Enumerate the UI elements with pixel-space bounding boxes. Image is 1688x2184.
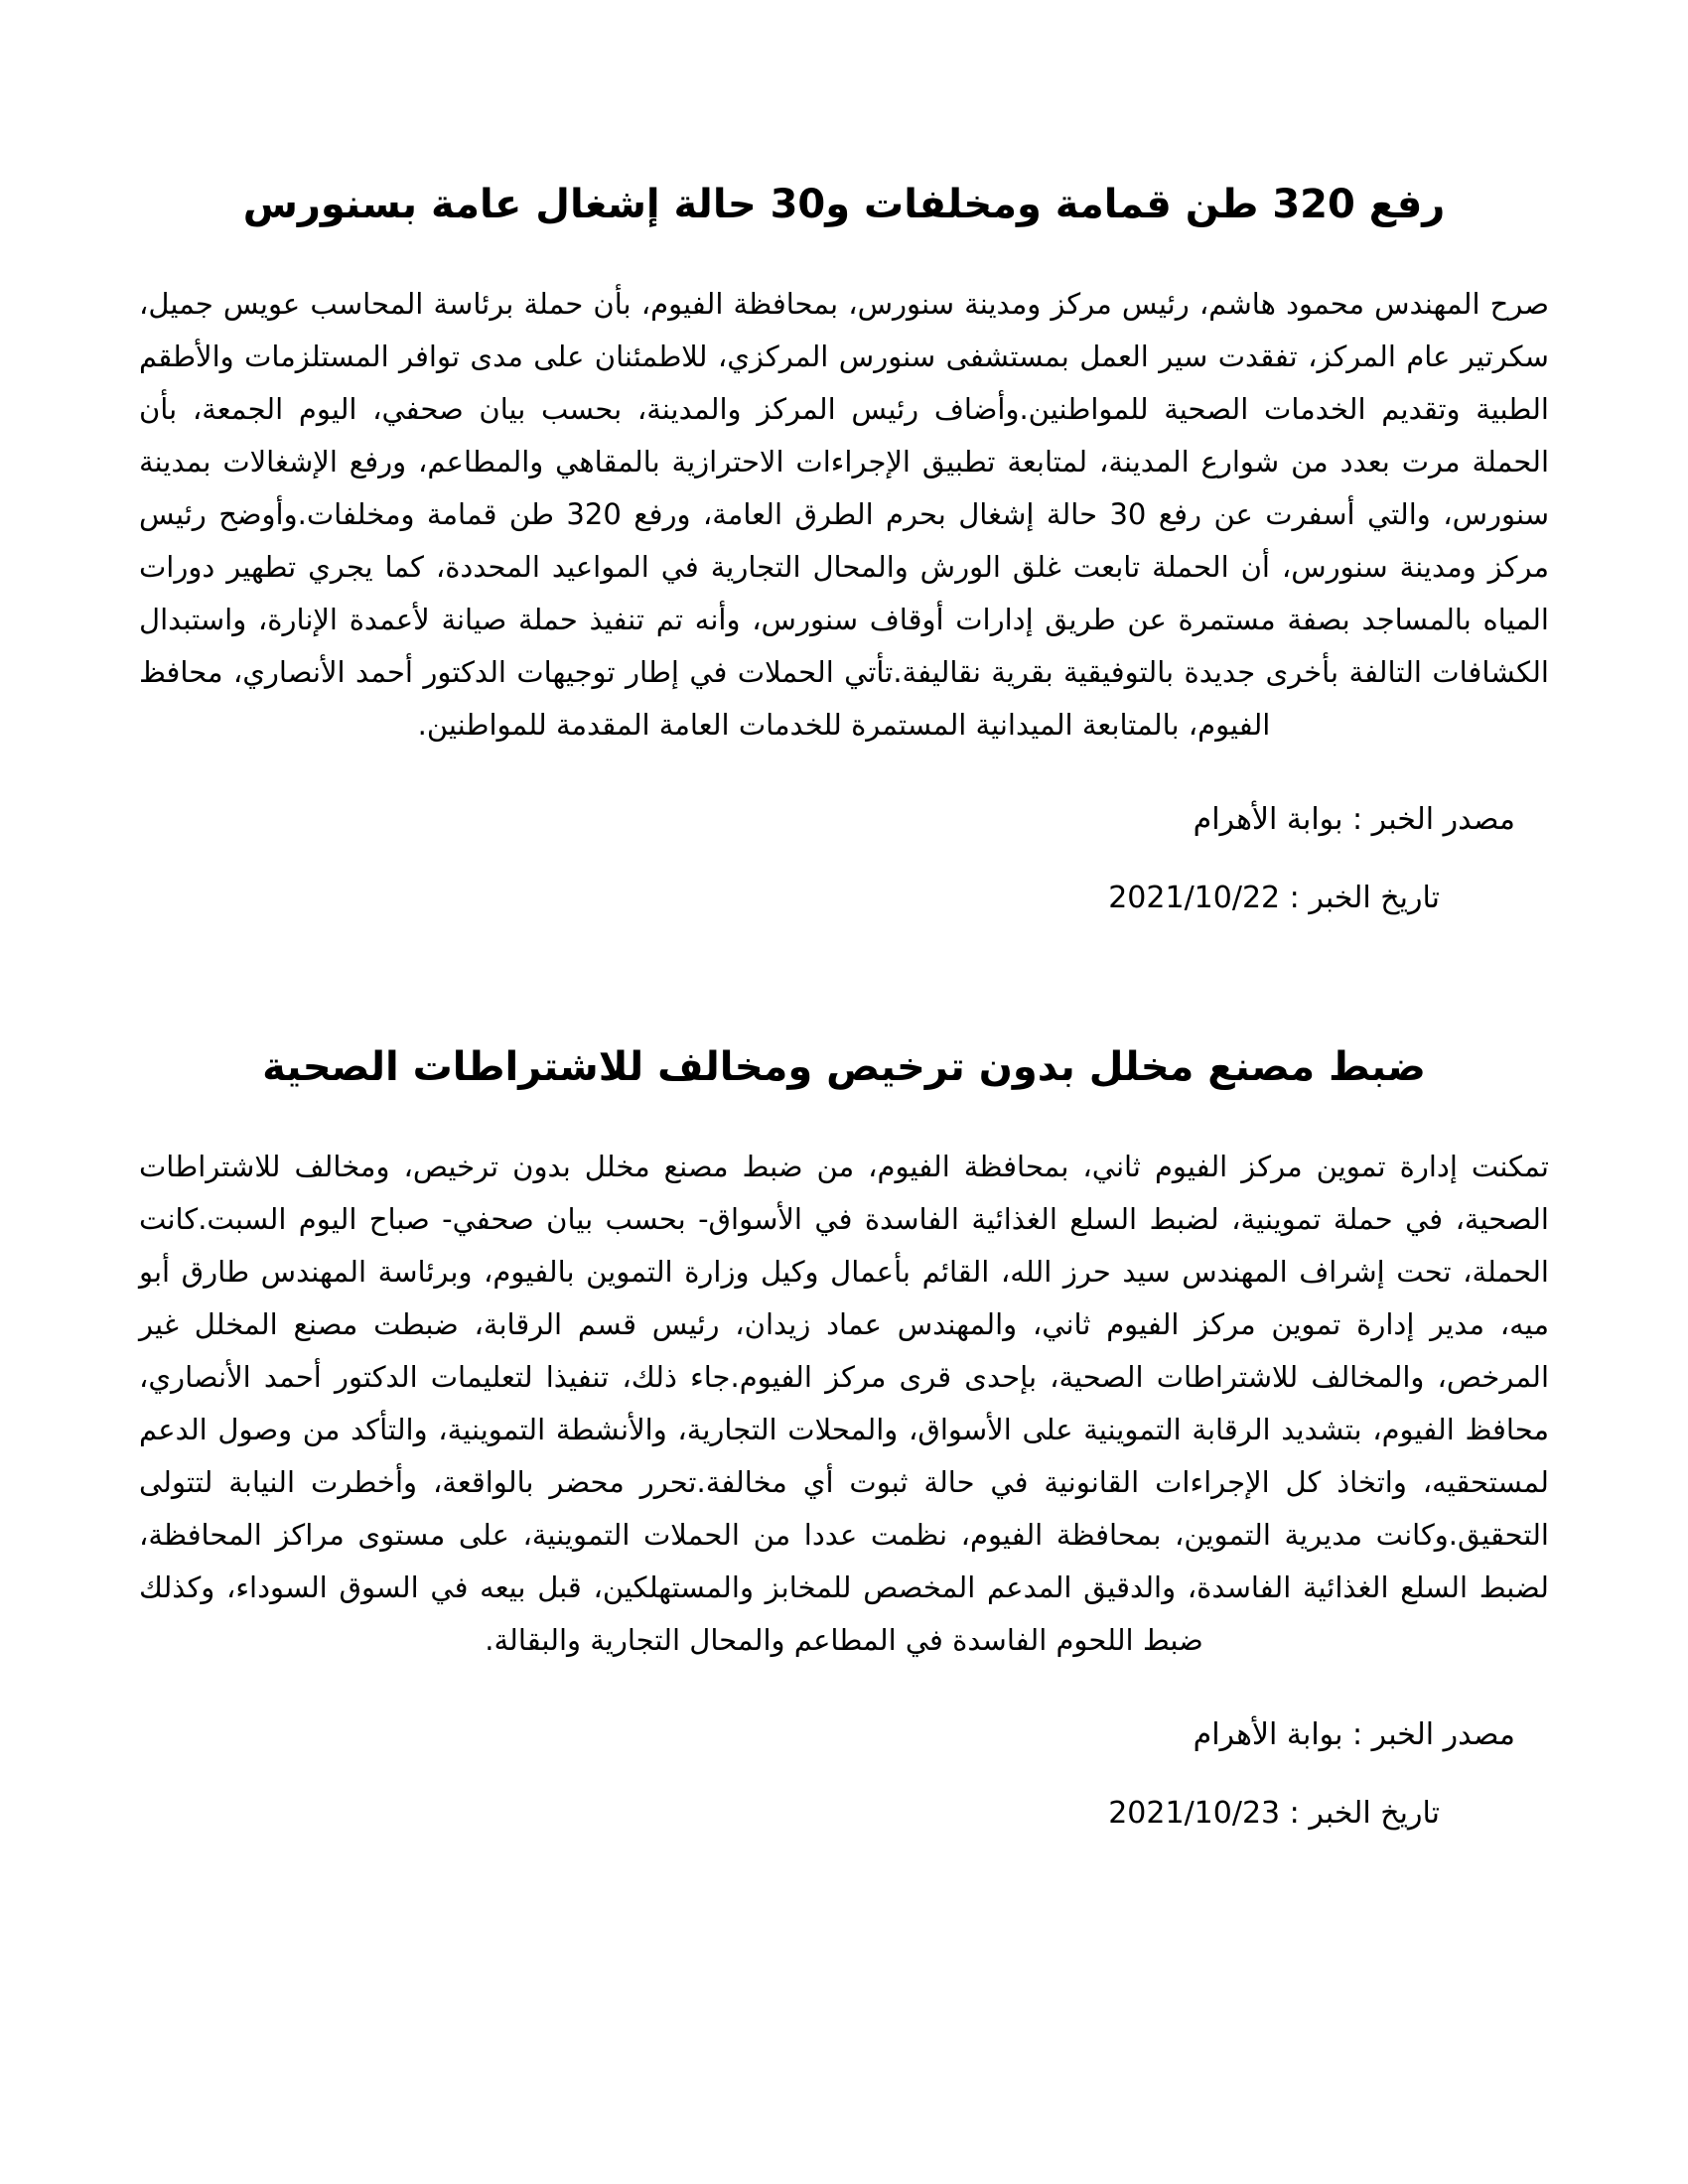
article-2-body: تمكنت إدارة تموين مركز الفيوم ثاني، بمحافظة الفيوم، من ضبط مصنع مخلل بدون ترخيص، ومخالف للاشتراطات الصحية، في حملة تموينية، لضبط السلع الغذائية الفاسدة في الأسواق- بحسب بيان صحفي- صباح اليوم السبت.كانت الحملة، تحت إشراف المهندس سيد حرز الله، القائم بأعمال وكيل وزارة التموين بالفيوم، وبرئاسة المهندس طارق أبو ميه، مدير إدارة تموين مركز الفيوم ثاني، والمهندس عماد زيدان، رئيس قسم الرقابة، ضبطت مصنع المخلل غير المرخص، والمخالف للاشتراطات الصحية، بإحدى قرى مركز الفيوم.جاء ذلك، تنفيذا لتعليمات الدكتور أحمد الأنصاري، محافظ الفيوم، بتشديد الرقابة التموينية على الأسواق، والمحلات التجارية، والأنشطة التموينية، والتأكد من وصول الدعم لمستحقيه، واتخاذ كل الإجراءات القانونية في حالة ثبوت أي مخالفة.تحرر محضر بالواقعة، وأخطرت النيابة لتتولى التحقيق.وكانت مديرية التموين، بمحافظة الفيوم، نظمت عددا من الحملات التموينية، على مستوى مراكز المحافظة، لضبط السلع الغذائية الفاسدة، والدقيق المدعم المخصص للمخابز والمستهلكين، قبل بيعه في السوق السوداء، وكذلك ضبط اللحوم الفاسدة في المطاعم والمحال التجارية والبقالة.: [139, 1150, 1549, 1657]
news-article-1: [139, 0, 1549, 924]
article-2-date-line: تاريخ الخبر : 2021/10/23: [1108, 1796, 1440, 1831]
article-1-date-line: تاريخ الخبر : 2021/10/22: [1108, 881, 1440, 915]
article-2-title: ضبط مصنع مخلل بدون ترخيص ومخالف للاشتراطات الصحية: [262, 1044, 1426, 1090]
article-1-title: رفع 320 طن قمامة ومخلفات و30 حالة إشغال عامة بسنورس: [242, 182, 1446, 227]
news-article-2: [139, 924, 1549, 1840]
article-2-source-line: مصدر الخبر : بوابة الأهرام: [1193, 1717, 1515, 1752]
article-1-body: صرح المهندس محمود هاشم، رئيس مركز ومدينة سنورس، بمحافظة الفيوم، بأن حملة برئاسة المحاسب عويس جميل، سكرتير عام المركز، تفقدت سير العمل بمستشفى سنورس المركزي، للاطمئنان على مدى توافر المستلزمات والأطقم الطبية وتقديم الخدمات الصحية للمواطنين.وأضاف رئيس المركز والمدينة، بحسب بيان صحفي، اليوم الجمعة، بأن الحملة مرت بعدد من شوارع المدينة، لمتابعة تطبيق الإجراءات الاحترازية بالمقاهي والمطاعم، ورفع الإشغالات بمدينة سنورس، والتي أسفرت عن رفع 30 حالة إشغال بحرم الطرق العامة، ورفع 320 طن قمامة ومخلفات.وأوضح رئيس مركز ومدينة سنورس، أن الحملة تابعت غلق الورش والمحال التجارية في المواعيد المحددة، كما يجري تطهير دورات المياه بالمساجد بصفة مستمرة عن طريق إدارات أوقاف سنورس، وأنه تم تنفيذ حملة صيانة لأعمدة الإنارة، واستبدال الكشافات التالفة بأخرى جديدة بالتوفيقية بقرية نقاليفة.تأتي الحملات في إطار توجيهات الدكتور أحمد الأنصاري، محافظ الفيوم، بالمتابعة الميدانية المستمرة للخدمات العامة المقدمة للمواطنين.: [139, 287, 1550, 742]
article-1-source-line: مصدر الخبر : بوابة الأهرام: [1193, 802, 1515, 837]
